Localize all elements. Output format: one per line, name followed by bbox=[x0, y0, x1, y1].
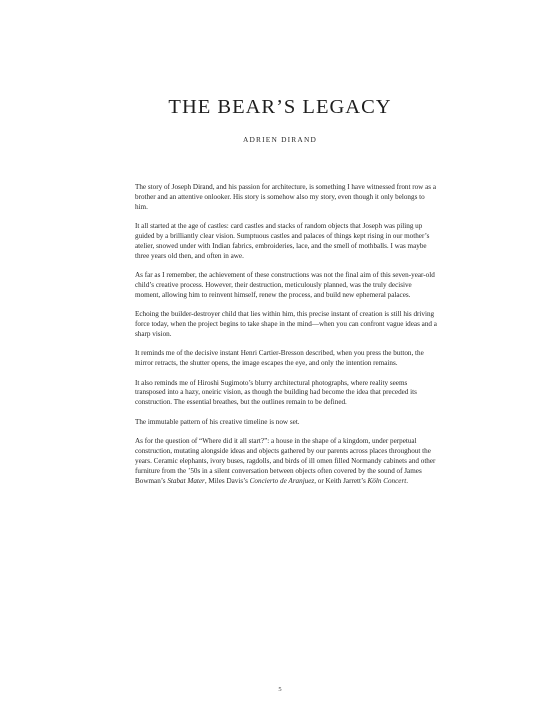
paragraph-3-text: As far as I remember, the achievement of these constructions was not the final aim of this seven-year-old child’s creative process. However, their destruction, meticulously planned, was the truly decisive moment, allowing him to reinvent himself, renew the process, and build new ephemeral palaces. bbox=[135, 271, 435, 299]
paragraph-8-text: As for the question of “Where did it all start?”: a house in the shape of a kingdom, under perpetual construction, mutating alongside ideas and objects gathered by our parents across places throughout the years. Ceramic elephants, ivory buses, ragdolls, and birds of ill omen filled Normandy cabinets and other furniture from the ’50s in a silent conversation between objects often covered by the sound of James Bowman’s bbox=[135, 437, 436, 485]
page-title: THE BEAR’S LEGACY bbox=[168, 96, 392, 118]
paragraph-7-text: The immutable pattern of his creative timeline is now set. bbox=[135, 417, 300, 426]
page-number: 5 bbox=[278, 686, 282, 693]
paragraph-8-text-3: , or Keith Jarrett’s bbox=[314, 476, 368, 485]
paragraph-4-text: Echoing the builder-destroyer child that lies within him, this precise instant of creation is still his driving force today, when the project begins to take shape in the mind—when you can confront vague ideas and a sharp vision. bbox=[135, 310, 437, 338]
paragraph-8-text-2: , Miles Davis’s bbox=[204, 476, 250, 485]
paragraph-8-text-4: . bbox=[406, 476, 409, 485]
paragraph-1 bbox=[135, 183, 437, 213]
body-text bbox=[135, 183, 437, 496]
work-title-koln-concert: Köln Concert bbox=[367, 476, 407, 485]
work-title-concierto-de-aranjuez: Concierto de Aranjuez bbox=[249, 476, 315, 485]
author-name: ADRIEN DIRAND bbox=[242, 135, 318, 144]
paragraph-5-text: It reminds me of the decisive instant Henri Cartier-Bresson described, when you press the button, the mirror retracts, the shutter opens, the image escapes the eye, and only the intention remains. bbox=[135, 349, 424, 368]
paragraph-6 bbox=[135, 379, 437, 409]
paragraph-4 bbox=[135, 310, 437, 340]
paragraph-2 bbox=[135, 222, 437, 261]
paragraph-2-text: It all started at the age of castles: card castles and stacks of random objects that Joseph was piling up guided by a brilliantly clear vision. Sumptuous castles and palaces of things kept rising in our mother’s atelier, snowed under with Indian fabrics, embroideries, lace, and the smell of mothballs. I was maybe three years old then, and often in awe. bbox=[135, 222, 430, 260]
paragraph-3 bbox=[135, 271, 437, 301]
paragraph-7 bbox=[135, 418, 437, 428]
paragraph-1-text: The story of Joseph Dirand, and his passion for architecture, is something I have witnessed front row as a brother and an attentive onlooker. His story is somehow also my story, even though it only belongs to him. bbox=[135, 183, 437, 211]
work-title-stabat-mater: Stabat Mater bbox=[167, 476, 205, 485]
paragraph-5 bbox=[135, 349, 437, 369]
paragraph-6-text: It also reminds me of Hiroshi Sugimoto’s blurry architectural photographs, where reality seems transposed into a hazy, oneiric vision, as though the building had become the idea that preceded its construction. The essential breathes, but the outlines remain to be defined. bbox=[135, 378, 417, 407]
paragraph-8 bbox=[135, 437, 437, 486]
